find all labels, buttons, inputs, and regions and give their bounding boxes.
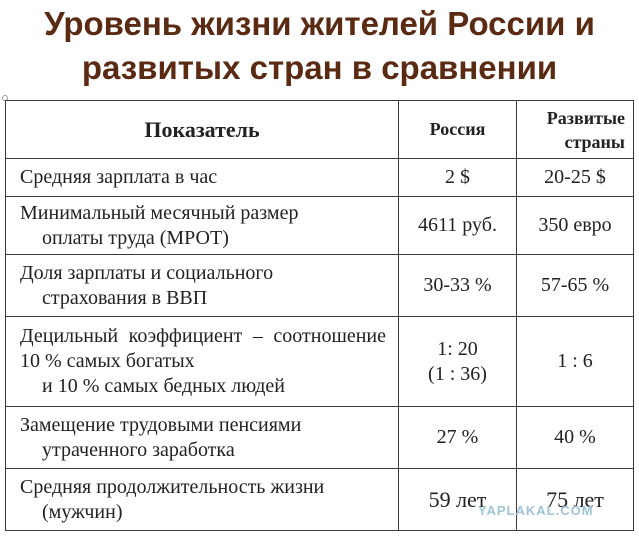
row-label [6,255,399,317]
row-russia-value: 59 лет [399,469,517,531]
row-russia-value: 4611 руб. [399,197,517,255]
row-label-line-2: утраченного заработка [42,438,235,461]
row-label-line-2: и 10 % самых бедных людей [42,375,285,397]
watermark-logo: YAPLAKAL.COM [478,503,594,518]
row-label [6,469,399,531]
title-line-1: Уровень жизни жителей России и [44,5,595,42]
row-label [6,317,399,407]
russia-value-line-2: (1 : 36) [428,362,487,385]
row-label-text: Средняя зарплата в час [20,166,218,188]
row-label [6,197,399,255]
table-row [6,469,634,531]
row-developed-value: 75 лет [517,469,634,531]
table-row [6,255,634,317]
row-label-line-1: Минимальный месячный размер [20,201,299,224]
row-developed-value: 350 евро [517,197,634,255]
table-row [6,407,634,469]
table-header-row [6,101,634,159]
row-developed-value: 57-65 % [517,255,634,317]
table-row [6,317,634,407]
page-title [0,2,639,90]
row-label-line-2: страхования в ВВП [42,286,208,309]
row-label [6,159,399,197]
row-russia-value: 2 $ [399,159,517,197]
row-label-line-1: Средняя продолжительность жизни [20,475,325,498]
row-label-line-1: Замещение трудовыми пенсиями [20,413,302,436]
table-row [6,197,634,255]
header-developed: Развитые страны [517,101,634,159]
header-russia: Россия [399,101,517,159]
table-row [6,159,634,197]
row-label [6,407,399,469]
title-line-2: развитых стран в сравнении [81,49,558,86]
row-label-line-2: оплаты труда (МРОТ) [42,226,229,249]
row-developed-value: 40 % [517,407,634,469]
row-label-line-1: Децильный коэффициент – соотношение 10 % самых богатых [20,325,386,372]
row-label-line-2: (мужчин) [42,500,123,523]
header-indicator: Показатель [6,101,399,159]
russia-value-line-1: 1: 20 [437,337,478,360]
row-russia-value [399,317,517,407]
row-developed-value: 20-25 $ [517,159,634,197]
row-russia-value: 30-33 % [399,255,517,317]
row-label-line-1: Доля зарплаты и социального [20,261,274,284]
row-developed-value: 1 : 6 [517,317,634,407]
row-russia-value: 27 % [399,407,517,469]
comparison-table [5,100,634,531]
